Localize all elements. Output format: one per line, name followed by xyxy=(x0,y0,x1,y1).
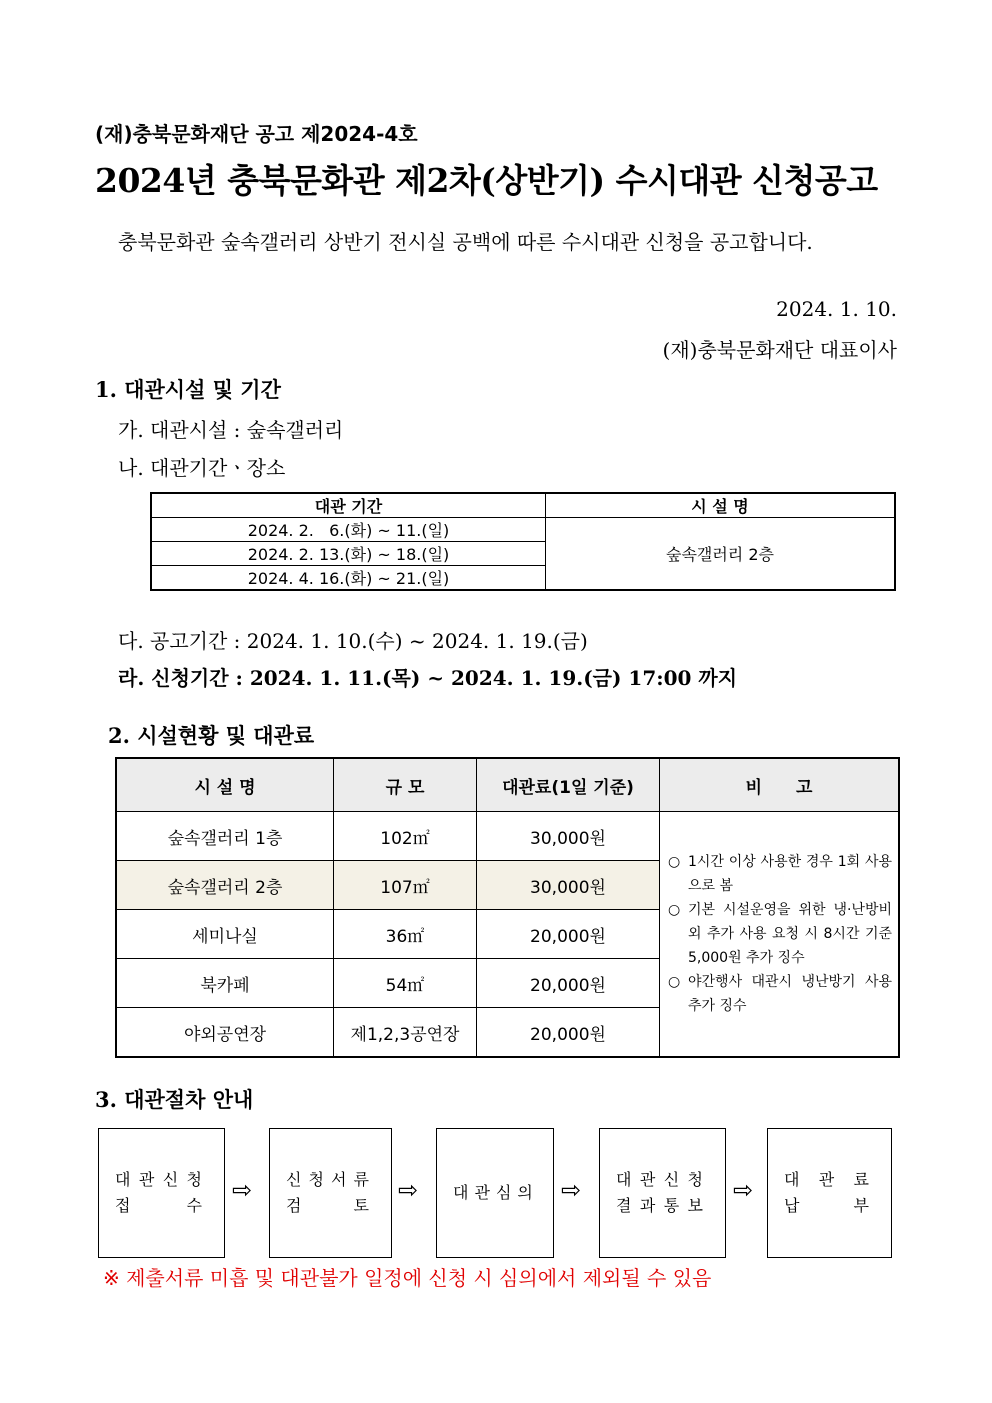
col-remark-header: 비 고 xyxy=(660,758,900,812)
step-char: 토 xyxy=(353,1196,375,1215)
col-fee-header: 대관료(1일 기준) xyxy=(477,758,660,812)
right-arrow-icon: ⇨ xyxy=(232,1176,253,1204)
step-char: 관 xyxy=(639,1170,662,1189)
col-size-header: 규 모 xyxy=(334,758,477,812)
warning-note: ※ 제출서류 미흡 및 대관불가 일정에 신청 시 심의에서 제외될 수 있음 xyxy=(103,1266,712,1290)
facility-size: 107㎡ xyxy=(334,861,477,910)
col-facility-header: 시 설 명 xyxy=(546,493,896,518)
step-line-1 xyxy=(115,1167,208,1193)
period-cell: 2024. 4. 16.(화) ~ 21.(일) xyxy=(151,566,546,591)
period-cell: 2024. 2. 13.(화) ~ 18.(일) xyxy=(151,542,546,566)
facility-name: 야외공연장 xyxy=(116,1008,334,1058)
remark-item xyxy=(668,898,892,970)
facility-fee: 20,000원 xyxy=(477,959,660,1008)
step-char: 관 xyxy=(138,1170,161,1189)
step-line-1 xyxy=(616,1167,709,1193)
step-char: 서 xyxy=(331,1170,353,1189)
facility-fee: 20,000원 xyxy=(477,1008,660,1058)
announcement-period: 다. 공고기간 : 2024. 1. 10.(수) ~ 2024. 1. 19.(금) xyxy=(118,629,588,653)
col-name-header: 시 설 명 xyxy=(116,758,334,812)
facility-fee-table xyxy=(115,757,900,1058)
table-row xyxy=(116,812,899,861)
step-char: 부 xyxy=(853,1196,875,1215)
facility-item: 가. 대관시설 : 숲속갤러리 xyxy=(118,418,344,442)
facility-size: 54㎡ xyxy=(334,959,477,1008)
bullet-marker: ○ xyxy=(668,902,681,918)
procedure-step xyxy=(98,1128,225,1258)
remark-text: 야간행사 대관시 냉난방기 사용 추가 징수 xyxy=(688,974,892,1014)
notice-date: 2024. 1. 10. xyxy=(776,297,897,321)
intro-text: 충북문화관 숲속갤러리 상반기 전시실 공백에 따른 수시대관 신청을 공고합니다. xyxy=(118,230,813,254)
step-char: 수 xyxy=(186,1196,208,1215)
step-char: 검 xyxy=(286,1196,308,1215)
step-char: 납 xyxy=(784,1196,806,1215)
step-char: 관 xyxy=(474,1183,496,1202)
step-char: 대 xyxy=(453,1183,475,1202)
step-char: 심 xyxy=(495,1183,518,1202)
rental-period-table xyxy=(150,492,896,591)
section2-heading: 2. 시설현황 및 대관료 xyxy=(108,723,315,748)
step-char: 청 xyxy=(687,1170,709,1189)
section3-heading: 3. 대관절차 안내 xyxy=(95,1087,254,1112)
notice-number: (재)충북문화재단 공고 제2024-4호 xyxy=(95,122,418,146)
step-char: 관 xyxy=(818,1170,841,1189)
right-arrow-icon: ⇨ xyxy=(398,1176,419,1204)
procedure-step xyxy=(767,1128,892,1258)
step-line-1 xyxy=(286,1167,375,1193)
remarks-cell xyxy=(660,812,900,1058)
step-char: 보 xyxy=(687,1196,709,1215)
facility-fee: 30,000원 xyxy=(477,861,660,910)
step-char: 료 xyxy=(853,1170,875,1189)
step-char: 신 xyxy=(663,1170,686,1189)
remark-item xyxy=(668,850,892,898)
issuer: (재)충북문화재단 대표이사 xyxy=(662,338,897,362)
facility-size: 36㎡ xyxy=(334,910,477,959)
step-line-1 xyxy=(453,1180,537,1206)
step-char: 결 xyxy=(616,1196,638,1215)
step-char: 대 xyxy=(115,1170,137,1189)
step-char: 의 xyxy=(517,1183,539,1202)
bullet-marker: ○ xyxy=(668,974,681,990)
procedure-step xyxy=(599,1128,726,1258)
facility-name: 북카페 xyxy=(116,959,334,1008)
step-char: 청 xyxy=(186,1170,208,1189)
facility-name: 세미나실 xyxy=(116,910,334,959)
step-line-2 xyxy=(784,1193,875,1219)
procedure-step xyxy=(269,1128,392,1258)
facility-size: 102㎡ xyxy=(334,812,477,861)
facility-cell: 숲속갤러리 2층 xyxy=(546,518,896,591)
facility-name: 숲속갤러리 2층 xyxy=(116,861,334,910)
step-char: 신 xyxy=(162,1170,185,1189)
step-char: 통 xyxy=(663,1196,686,1215)
step-char: 접 xyxy=(115,1196,137,1215)
procedure-step xyxy=(436,1128,554,1258)
step-char: 류 xyxy=(353,1170,375,1189)
step-char: 대 xyxy=(616,1170,638,1189)
step-line-2 xyxy=(616,1193,709,1219)
remark-text: 1시간 이상 사용한 경우 1회 사용으로 봄 xyxy=(688,854,892,894)
page-title: 2024년 충북문화관 제2차(상반기) 수시대관 신청공고 xyxy=(95,161,878,200)
step-char: 신 xyxy=(286,1170,308,1189)
col-period-header: 대관 기간 xyxy=(151,493,546,518)
application-period: 라. 신청기간 : 2024. 1. 11.(목) ~ 2024. 1. 19.(금) 17:00 까지 xyxy=(118,666,738,690)
period-item: 나. 대관기간ㆍ장소 xyxy=(118,456,286,480)
facility-fee: 30,000원 xyxy=(477,812,660,861)
facility-size: 제1,2,3공연장 xyxy=(334,1008,477,1058)
remark-item xyxy=(668,970,892,1018)
step-char: 청 xyxy=(308,1170,330,1189)
step-line-2 xyxy=(115,1193,208,1219)
right-arrow-icon: ⇨ xyxy=(733,1176,754,1204)
step-line-2 xyxy=(286,1193,375,1219)
step-char: 과 xyxy=(639,1196,662,1215)
facility-fee: 20,000원 xyxy=(477,910,660,959)
step-line-1 xyxy=(784,1167,875,1193)
bullet-marker: ○ xyxy=(668,854,681,870)
section1-heading: 1. 대관시설 및 기간 xyxy=(95,377,281,402)
right-arrow-icon: ⇨ xyxy=(561,1176,582,1204)
step-char: 대 xyxy=(784,1170,806,1189)
remark-text: 기본 시설운영을 위한 냉·난방비 외 추가 사용 요청 시 8시간 기준 5,000원 추가 징수 xyxy=(688,902,892,966)
period-cell: 2024. 2. 6.(화) ~ 11.(일) xyxy=(151,518,546,542)
facility-name: 숲속갤러리 1층 xyxy=(116,812,334,861)
